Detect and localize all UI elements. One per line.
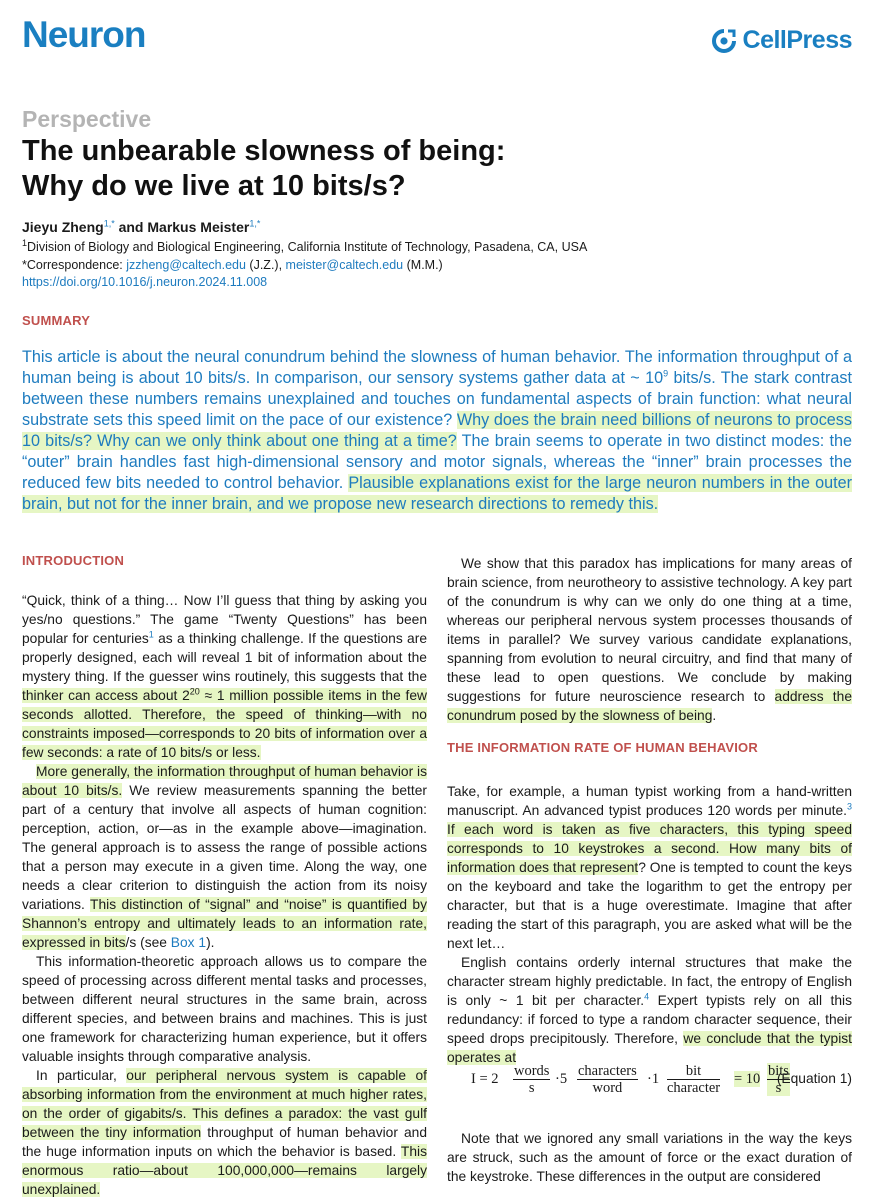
paragraph: More generally, the information throughput of human behavior is about 10 bits/s. We review measurements spanning the better part of a century that involve all aspects of human cognition: perception, action, or—as in the example above—imagination. The general approach is to assess the range of possible actions that a person may execute in a given time. Along the way, one needs a clear criterion to distinguish the action from its noisy variations. This distinction of “signal” and “noise” is quantified by Shannon’s entropy and ultimately leads to an information rate, expressed in bits/s (see Box 1). [22,764,428,950]
correspondence-label: *Correspondence: [22,258,127,272]
correspondence-text: (M.M.) [403,258,443,272]
author-name: Markus Meister [147,219,250,235]
equation-result: = 10 [734,1071,761,1087]
summary-sentence: The brain seems to operate in two distinct modes: the “outer” brain handles fast high-dimensional sensory and motor signals, whereas the “inner” brain processes the reduced few bits needed to control behavior. [22,432,852,492]
summary-text [22,347,852,515]
reference-link[interactable]: 1 [148,629,154,640]
article-type: Perspective [22,106,152,132]
correspondence-text: (J.Z.), [245,258,286,272]
equation-lhs: I = 2 [471,1071,499,1087]
highlight: our peripheral nervous system is capable of absorbing information from the environment at much higher rates, on the order of gigabits/s. This defines a paradox: the vast gulf between the tiny information [22,1068,427,1140]
paragraph: Note that we ignored any small variations in the way the keys are struck, such as the amount of force or the exact duration of the keystroke. These differences in the output are considered [447,1131,852,1184]
email-link[interactable]: meister@caltech.edu [285,258,404,272]
right-column-intro [447,554,852,725]
equation-term: ·5 [555,1071,568,1087]
author-separator: and [114,219,148,235]
highlight: Why does the brain need billions of neurons to process 10 bits/s? Why can we only think about one thing at a time? [22,411,852,450]
equation-label: (Equation 1) [776,1071,852,1086]
summary-approx: ~ 10 [630,369,664,387]
highlight: we conclude that the typist operates at [447,1031,852,1065]
affiliation-marker: 1 [22,237,28,248]
affiliation-text: Division of Biology and Biological Engineering, California Institute of Technology, Pasadena, CA, USA [27,240,588,254]
paragraph: We show that this paradox has implications for many areas of brain science, from neurotheory to assistive technology. A key part of the conundrum is why can we only do one thing at a time, whereas our peripheral nervous system processes thousands of items in parallel? We survey various candidate explanations, spanning from evolution to neural circuitry, and find that many of these lead to open questions. We conclude by making suggestions for future neuroscience research to address the conundrum posed by the slowness of being. [447,556,852,723]
left-column [22,591,427,1199]
author-name: Jieyu Zheng [22,219,104,235]
information-rate-heading: THE INFORMATION RATE OF HUMAN BEHAVIOR [447,740,758,755]
fraction: characters word [578,1063,637,1096]
summary-sentence: bits/s. The stark contrast between these numbers remains unexplained and touches on fundamental aspects of brain function: what neural substrate sets this speed limit on the pace of our existence? [22,369,852,429]
cellpress-logo-icon [711,28,737,54]
author-list [22,219,260,235]
paragraph: “Quick, think of a thing… Now I’ll guess that thing by asking you yes/no questions.” The game “Twenty Questions” has been popular for centuries$^1$ as a thinking challenge. If the questions are properly designed, each will reveal 1 bit of information about the mystery thing. If the guesser wins routinely, this suggests that the thinker can access about $2^{20} \approx 1$ million possible items in the few seconds allotted. Therefore, the speed of thinking—with no constraints imposed—corresponds to 20 bits of information over a few seconds: a rate of 10 bits/s or less. [22,593,427,760]
correspondence [22,258,443,272]
reference-link[interactable]: 4 [644,991,650,1002]
highlight: address the conundrum posed by the slowness of being [447,689,852,723]
right-column-body [447,782,852,1067]
introduction-heading: INTRODUCTION [22,553,125,568]
doi-link[interactable]: https://doi.org/10.1016/j.neuron.2024.11.008 [22,275,268,289]
title-line: The unbearable slowness of being: [22,135,506,167]
author-marker[interactable]: 1,* [249,218,261,229]
highlight: Plausible explanations exist for the large neuron numbers in the outer brain, but not for the inner brain, and we propose new research directions to remedy this. [22,474,852,513]
equation-term: ·1 [647,1071,660,1087]
highlight: thinker can access about $2^{20} \approx 1$ million possible items in the few seconds allotted. Therefore, the speed of thinking—with no constraints imposed—corresponds to 20 bits of information over a few seconds: a rate of 10 bits/s or less. [22,686,427,760]
article-title [22,134,852,204]
paragraph: This information-theoretic approach allows us to compare the speed of processing across different mental tasks and processes, between different neural structures in the same brain, across different species, and between brains and machines. This is just one framework for characterizing human experience, but it offers valuable insights through comparative analysis. [22,954,427,1064]
summary-sentence: This article is about the neural conundrum behind the slowness of human behavior. The information throughput of a human being is about 10 bits/s. In comparison, our sensory systems gather data at [22,348,852,387]
highlight: If each word is taken as five characters, this typing speed corresponds to 10 keystrokes a second. How many bits of information does that represent [447,822,852,875]
reference-link[interactable]: 3 [846,801,852,812]
journal-logo: Neuron [22,14,146,55]
highlight: More generally, the information throughput of human behavior is about 10 bits/s. [22,764,427,798]
highlight: This enormous ratio—about 100,000,000—remains largely unexplained. [22,1144,427,1197]
highlight: This distinction of “signal” and “noise” is quantified by Shannon’s entropy and ultimately leads to an information rate, expressed in bits [22,897,428,950]
right-column-continuation [447,1129,852,1186]
paragraph: English contains orderly internal structures that make the character stream highly predictable. In fact, the entropy of English is only ~ 1 bit per character.$^4$ Expert typists rely on all this redundancy: if forced to type a random character sequence, their speed drops precipitously. Therefore, we conclude that the typist operates at [447,955,852,1065]
publisher-logo [711,26,852,55]
email-link[interactable]: jzzheng@caltech.edu [126,258,246,272]
box-link[interactable]: Box 1 [170,935,207,950]
fraction: bit character [667,1063,721,1096]
fraction: words s [514,1063,550,1096]
author-marker[interactable]: 1,* [103,218,115,229]
affiliation [22,237,588,254]
summary-heading: SUMMARY [22,313,91,328]
fraction: bits s [768,1063,789,1096]
paragraph: Take, for example, a human typist working from a hand-written manuscript. An advanced typist produces 120 words per minute.$^3$ If each word is taken as five characters, this typing speed corresponds to 10 keystrokes a second. How many bits of information does that represent? One is tempted to count the keys on the keyboard and take the logarithm to get the entropy per character, but that is a huge overestimate. Imagine that after reading the start of this paragraph, you are asked what will be the next let… [447,784,852,951]
title-line: Why do we live at 10 bits/s? [22,170,406,202]
publisher-name: CellPress [742,26,852,54]
equation-1 [447,1063,852,1103]
paragraph: In particular, our peripheral nervous system is capable of absorbing information from the environment at much higher rates, on the order of gigabits/s. This defines a paradox: the vast gulf between the tiny information throughput of human behavior and the huge information inputs on which the behavior is based. This enormous ratio—about 100,000,000—remains largely unexplained. [22,1068,427,1197]
summary-exponent: 9 [663,368,669,379]
